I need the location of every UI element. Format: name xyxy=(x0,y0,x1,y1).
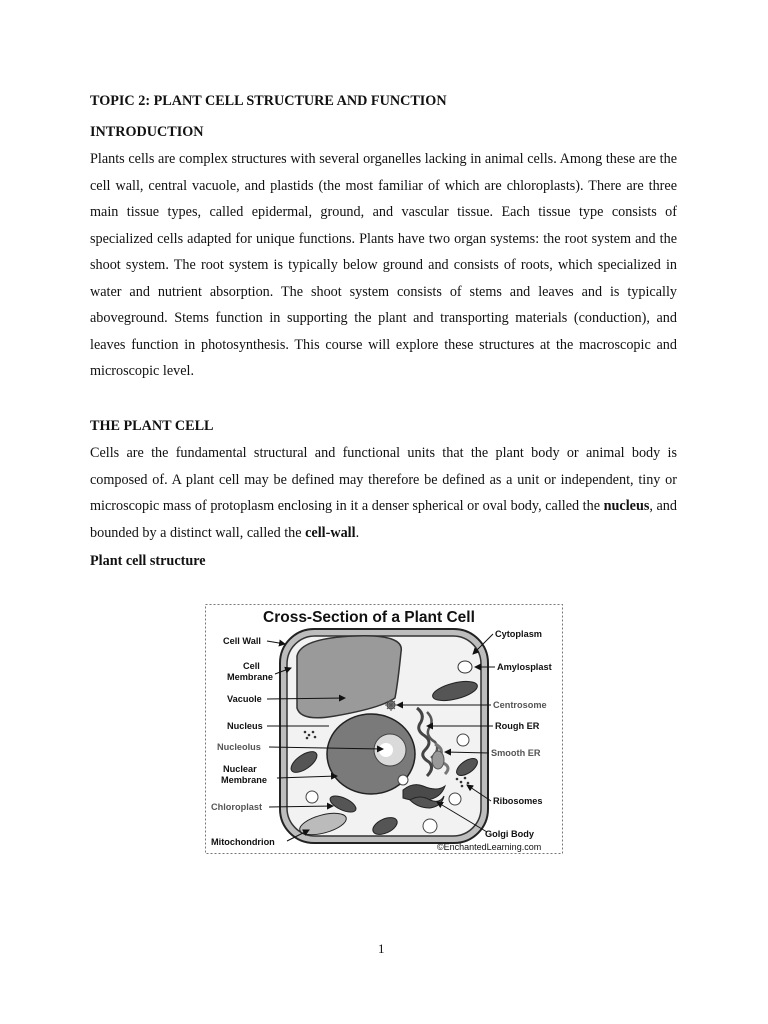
label-smooth-er: Smooth ER xyxy=(491,748,541,758)
page-number: 1 xyxy=(378,941,385,956)
label-nucleus: Nucleus xyxy=(227,721,263,731)
label-chloroplast: Chloroplast xyxy=(211,802,263,812)
plant-cell-heading: THE PLANT CELL xyxy=(90,418,214,434)
figure-credit: ©EnchantedLearning.com xyxy=(437,842,542,852)
plant-cell-text-3: . xyxy=(355,524,360,541)
vesicle-2 xyxy=(449,793,461,805)
plant-cell-text-1: Cells are the fundamental structural and functional units that the plant body or animal body is composed of. A plant cell may be defined may therefore be defined as a unit or independent, tiny or microscopic mass of protoplasm enclosing in it a denser spherical or oval body, called the xyxy=(90,445,677,514)
label-centrosome: Centrosome xyxy=(493,700,547,710)
figure-title: Cross-Section of a Plant Cell xyxy=(263,609,475,626)
label-cytoplasm: Cytoplasm xyxy=(495,629,542,639)
amylosplast-shape xyxy=(458,661,472,673)
plant-cell-paragraph xyxy=(90,440,677,546)
vesicle-4 xyxy=(457,734,469,746)
label-rough-er: Rough ER xyxy=(495,721,540,731)
label-nucleolus: Nucleolus xyxy=(217,742,261,752)
introduction-paragraph: Plants cells are complex structures with several organelles lacking in animal cells. Among these are the cell wall, central vacuole, and plastids (the most familiar of which are chloroplasts). There are three main tissue types, called epidermal, ground, and vascular tissue. Each tissue type consists of specialized cells adapted for unique functions. Plants have two organ systems: the root system and the shoot system. The root system is typically below ground and consists of roots, which specialized in water and nutrient absorption. The shoot system consists of stems and leaves and is typically aboveground. Stems function in supporting the plant and transporting materials (conduction), and leaves function in photosynthesis. This course will explore these structures at the macroscopic and microscopic level. xyxy=(90,151,677,379)
label-nuclear-membrane-2: Membrane xyxy=(221,775,267,785)
label-cell-membrane-1: Cell xyxy=(243,661,260,671)
introduction-heading: INTRODUCTION xyxy=(90,124,204,140)
plant-cell-text-2: , and bounded by a distinct wall, called the xyxy=(90,498,677,541)
vesicle-1 xyxy=(306,791,318,803)
label-cell-membrane-2: Membrane xyxy=(227,672,273,682)
vesicle-3 xyxy=(423,819,437,833)
nucleolus-center xyxy=(379,743,393,757)
cell-wall-term: cell-wall xyxy=(305,524,356,541)
vesicle-5 xyxy=(398,775,408,785)
topic-heading: TOPIC 2: PLANT CELL STRUCTURE AND FUNCTION xyxy=(90,93,447,109)
smooth-er-blob xyxy=(432,751,444,769)
label-cell-wall: Cell Wall xyxy=(223,636,261,646)
nucleus-term: nucleus xyxy=(603,498,650,514)
plant-cell-structure-subheading: Plant cell structure xyxy=(90,553,206,569)
label-nuclear-membrane-1: Nuclear xyxy=(223,764,257,774)
label-vacuole: Vacuole xyxy=(227,694,262,704)
label-ribosomes: Ribosomes xyxy=(493,796,543,806)
label-amylosplast: Amylosplast xyxy=(497,662,552,672)
plant-cell-diagram xyxy=(205,604,563,854)
label-golgi-body: Golgi Body xyxy=(485,829,534,839)
label-mitochondrion: Mitochondrion xyxy=(211,837,275,847)
